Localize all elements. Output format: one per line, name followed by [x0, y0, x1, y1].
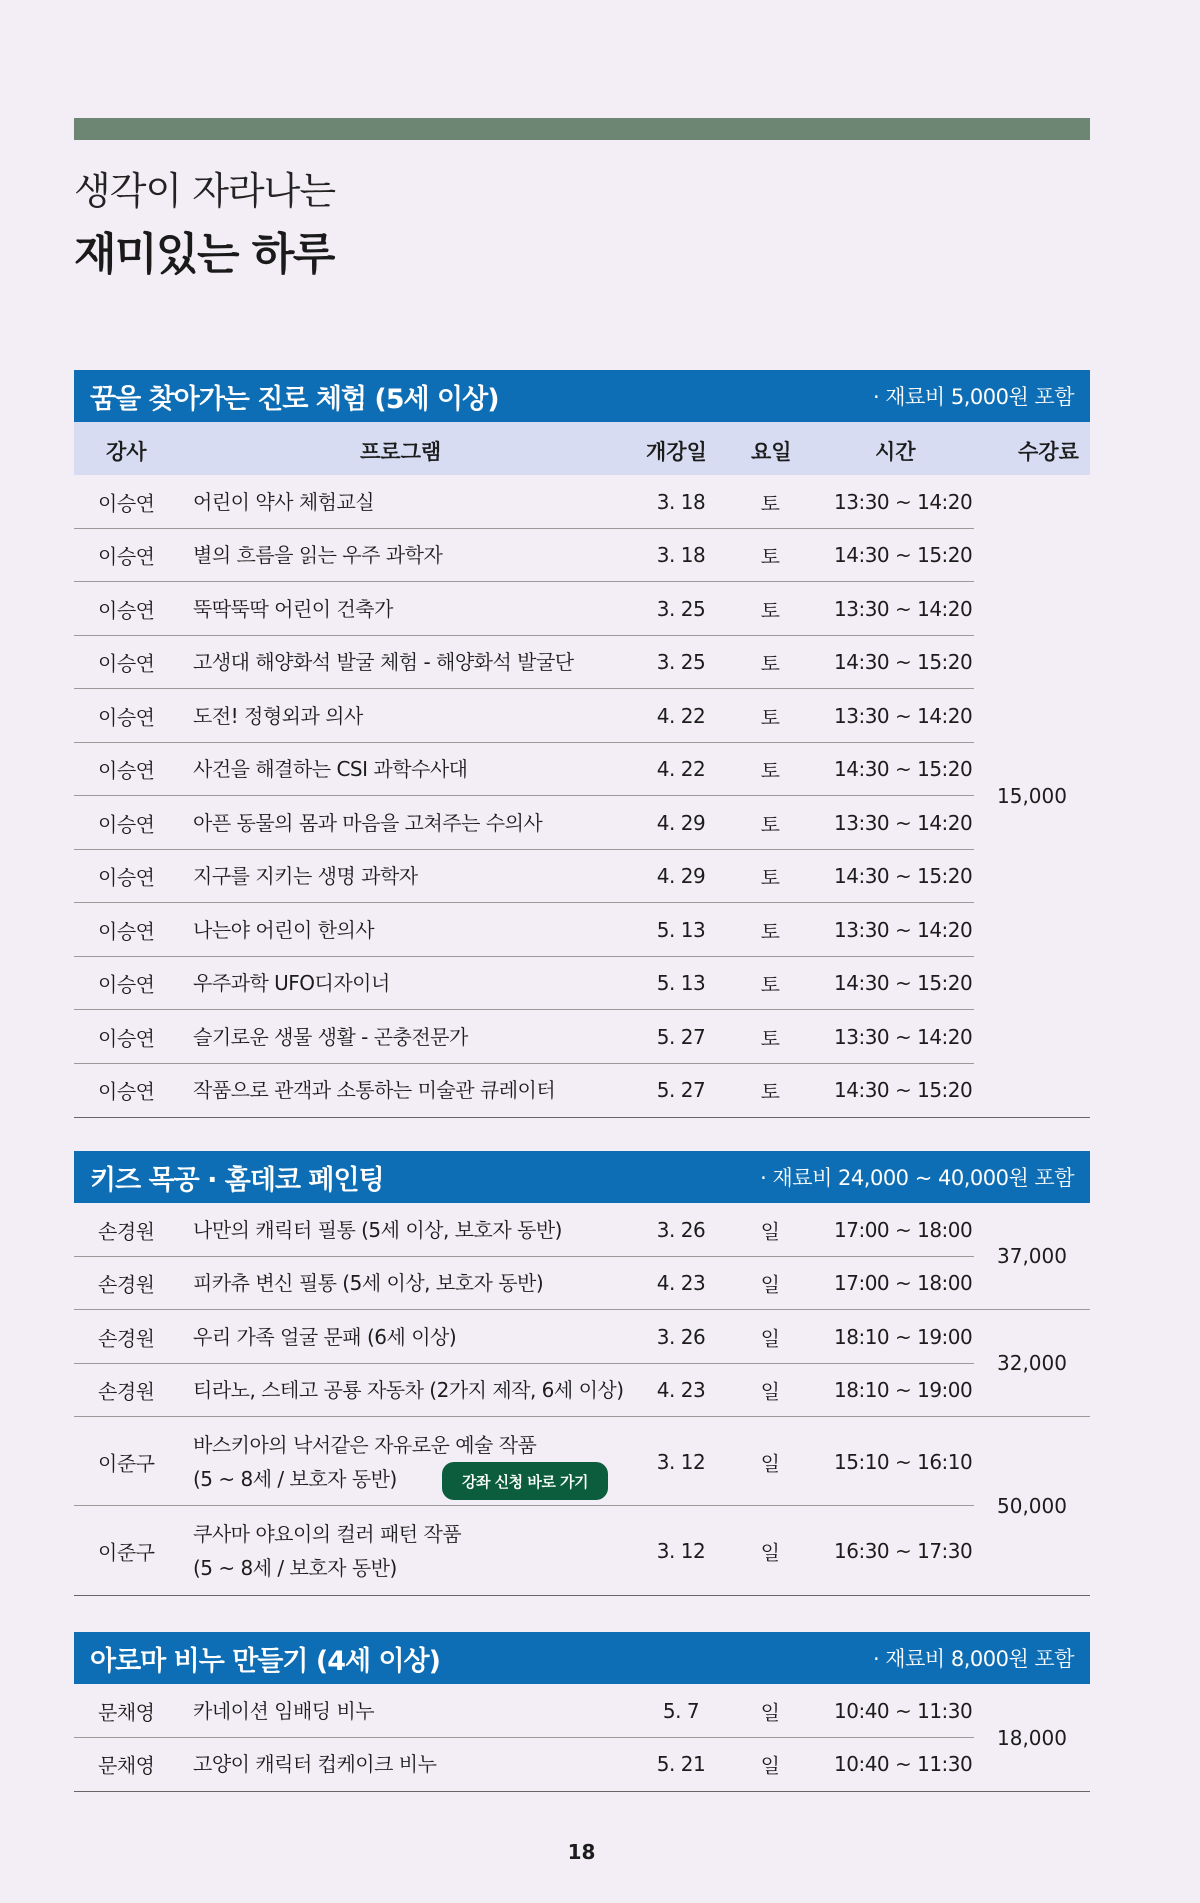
- weekday: 일: [760, 1700, 780, 1725]
- col-start-date: 개강일: [646, 440, 707, 464]
- table-body: [74, 1203, 1090, 1596]
- page-title: 재미있는 하루: [74, 229, 334, 280]
- program-name: [193, 1694, 374, 1728]
- program-line: 작품으로 관객과 소통하는 미술관 큐레이터: [193, 1078, 556, 1103]
- class-time: 13:30 ~ 14:20: [834, 703, 973, 728]
- program-name: [193, 1073, 555, 1107]
- program-name: [193, 1020, 468, 1054]
- program-name: [193, 485, 374, 519]
- instructor-name: 이승연: [98, 919, 155, 944]
- col-time: 시간: [875, 440, 916, 464]
- start-date: 5. 13: [656, 917, 706, 942]
- table-row: [74, 636, 1090, 690]
- program-line: 도전! 정형외과 의사: [193, 703, 363, 728]
- table-row: [74, 1417, 1090, 1506]
- start-date: 3. 26: [656, 1324, 706, 1349]
- fee-cell: 15,000: [997, 784, 1067, 808]
- program-line: 아픈 동물의 몸과 마음을 고쳐주는 수의사: [193, 810, 543, 835]
- weekday: 일: [760, 1540, 780, 1564]
- program-name: [193, 699, 363, 733]
- start-date: 4. 29: [656, 864, 706, 889]
- table-row: [74, 475, 1090, 529]
- weekday: 토: [760, 705, 780, 730]
- table-row: [74, 1506, 1090, 1595]
- section-material-note: · 재료비 8,000원 포함: [872, 1647, 1074, 1671]
- section-title: 꿈을 찾아가는 진로 체험 (5세 이상): [90, 383, 499, 415]
- top-accent-bar: [74, 118, 1090, 140]
- start-date: 4. 29: [656, 810, 706, 835]
- fee-cell: 50,000: [997, 1494, 1067, 1518]
- section-header: [74, 1151, 1090, 1203]
- program-line: 우리 가족 얼굴 문패 (6세 이상): [193, 1324, 457, 1349]
- instructor-name: 손경원: [98, 1219, 155, 1244]
- program-line-2: (5 ~ 8세 / 보호자 동반): [193, 1466, 397, 1491]
- col-instructor: 강사: [106, 440, 147, 464]
- program-line: 지구를 지키는 생명 과학자: [193, 864, 418, 889]
- instructor-name: 이준구: [98, 1451, 155, 1475]
- class-time: 14:30 ~ 15:20: [834, 864, 973, 889]
- program-name: [193, 1747, 436, 1781]
- table-row: [74, 1364, 1090, 1418]
- start-date: 3. 18: [656, 543, 706, 568]
- class-time: 15:10 ~ 16:10: [834, 1449, 973, 1474]
- table-row: [74, 1010, 1090, 1064]
- table-row: [74, 796, 1090, 850]
- class-time: 10:40 ~ 11:30: [834, 1698, 973, 1723]
- apply-course-button[interactable]: 강좌 신청 바로 가기: [442, 1462, 608, 1500]
- section-title: 키즈 목공 · 홈데코 페인팅: [90, 1164, 384, 1196]
- weekday: 토: [760, 758, 780, 783]
- instructor-name: 손경원: [98, 1326, 155, 1351]
- section-career-experience: [74, 370, 1090, 1118]
- table-body: [74, 475, 1090, 1118]
- weekday: 토: [760, 544, 780, 569]
- program-name: [193, 538, 442, 572]
- program-line: 우주과학 UFO디자이너: [193, 971, 390, 996]
- start-date: 3. 18: [656, 489, 706, 514]
- start-date: 4. 23: [656, 1378, 706, 1403]
- weekday: 토: [760, 972, 780, 997]
- col-day: 요일: [751, 440, 792, 464]
- class-time: 18:10 ~ 19:00: [834, 1324, 973, 1349]
- page-subtitle: 생각이 자라나는: [74, 169, 336, 213]
- program-line: 고생대 해양화석 발굴 체험 - 해양화석 발굴단: [193, 650, 574, 675]
- program-name: [193, 592, 393, 626]
- start-date: 5. 21: [656, 1752, 706, 1777]
- instructor-name: 이승연: [98, 598, 155, 623]
- program-name: [193, 752, 467, 786]
- table-row: [74, 529, 1090, 583]
- class-time: 13:30 ~ 14:20: [834, 810, 973, 835]
- col-program: 프로그램: [360, 440, 442, 464]
- section-aroma-soap: [74, 1632, 1090, 1792]
- class-time: 13:30 ~ 14:20: [834, 596, 973, 621]
- table-row: [74, 1684, 1090, 1738]
- start-date: 3. 25: [656, 650, 706, 675]
- program-line: 어린이 약사 체험교실: [193, 489, 375, 514]
- program-name: [193, 1266, 543, 1300]
- class-time: 18:10 ~ 19:00: [834, 1378, 973, 1403]
- weekday: 토: [760, 598, 780, 623]
- class-time: 13:30 ~ 14:20: [834, 917, 973, 942]
- program-line: 카네이션 임배딩 비누: [193, 1698, 375, 1723]
- class-time: 14:30 ~ 15:20: [834, 757, 973, 782]
- instructor-name: 이승연: [98, 1079, 155, 1104]
- instructor-name: 손경원: [98, 1379, 155, 1404]
- weekday: 일: [760, 1219, 780, 1244]
- section-header: [74, 370, 1090, 422]
- instructor-name: 이승연: [98, 705, 155, 730]
- section-header: [74, 1632, 1090, 1684]
- fee-cell: 18,000: [997, 1725, 1067, 1750]
- class-time: 14:30 ~ 15:20: [834, 971, 973, 996]
- program-line: 피카츄 변신 필통 (5세 이상, 보호자 동반): [193, 1271, 544, 1296]
- instructor-name: 이승연: [98, 1026, 155, 1051]
- instructor-name: 손경원: [98, 1272, 155, 1297]
- table-row: [74, 1310, 1090, 1364]
- start-date: 3. 12: [656, 1449, 706, 1474]
- program-line: 나만의 캐릭터 필통 (5세 이상, 보호자 동반): [193, 1217, 562, 1242]
- start-date: 5. 27: [656, 1024, 706, 1049]
- instructor-name: 문채영: [98, 1753, 155, 1778]
- table-row: [74, 1064, 1090, 1118]
- program-name: [193, 1373, 624, 1407]
- instructor-name: 이승연: [98, 972, 155, 997]
- section-title: 아로마 비누 만들기 (4세 이상): [90, 1645, 440, 1677]
- program-name: [193, 1517, 461, 1585]
- table-row: [74, 1203, 1090, 1257]
- table-body: [74, 1684, 1090, 1792]
- table-row: [74, 957, 1090, 1011]
- weekday: 일: [760, 1451, 780, 1475]
- instructor-name: 이승연: [98, 651, 155, 676]
- weekday: 일: [760, 1379, 780, 1404]
- class-time: 17:00 ~ 18:00: [834, 1217, 973, 1242]
- start-date: 4. 22: [656, 757, 706, 782]
- program-line: 나는야 어린이 한의사: [193, 917, 375, 942]
- class-time: 16:30 ~ 17:30: [834, 1538, 973, 1563]
- class-time: 13:30 ~ 14:20: [834, 1024, 973, 1049]
- program-line: 별의 흐름을 읽는 우주 과학자: [193, 543, 443, 568]
- fee-cell: 32,000: [974, 1310, 1090, 1417]
- weekday: 일: [760, 1272, 780, 1297]
- section-material-note: · 재료비 24,000 ~ 40,000원 포함: [760, 1166, 1074, 1190]
- table-row: [74, 689, 1090, 743]
- start-date: 3. 12: [656, 1538, 706, 1563]
- program-line: 쿠사마 야요이의 컬러 패턴 작품: [193, 1521, 462, 1546]
- program-line: 바스키아의 낙서같은 자유로운 예술 작품: [193, 1432, 537, 1457]
- program-line-2: (5 ~ 8세 / 보호자 동반): [193, 1555, 397, 1580]
- instructor-name: 문채영: [98, 1700, 155, 1725]
- program-line: 고양이 캐릭터 컵케이크 비누: [193, 1752, 437, 1777]
- instructor-name: 이승연: [98, 865, 155, 890]
- program-name: [193, 1320, 456, 1354]
- weekday: 토: [760, 491, 780, 516]
- class-time: 14:30 ~ 15:20: [834, 1078, 973, 1103]
- table-row: [74, 903, 1090, 957]
- instructor-name: 이준구: [98, 1540, 155, 1564]
- weekday: 토: [760, 651, 780, 676]
- col-fee: 수강료: [1018, 440, 1079, 464]
- program-line: 슬기로운 생물 생활 - 곤충전문가: [193, 1024, 468, 1049]
- start-date: 3. 25: [656, 596, 706, 621]
- start-date: 5. 7: [662, 1698, 700, 1723]
- program-name: [193, 913, 374, 947]
- weekday: 토: [760, 919, 780, 944]
- program-line: 뚝딱뚝딱 어린이 건축가: [193, 596, 393, 621]
- instructor-name: 이승연: [98, 812, 155, 837]
- program-name: [193, 1213, 562, 1247]
- start-date: 3. 26: [656, 1217, 706, 1242]
- section-material-note: · 재료비 5,000원 포함: [872, 385, 1074, 409]
- start-date: 5. 27: [656, 1078, 706, 1103]
- class-time: 17:00 ~ 18:00: [834, 1271, 973, 1296]
- weekday: 토: [760, 812, 780, 837]
- page-number: 18: [567, 1840, 596, 1864]
- instructor-name: 이승연: [98, 544, 155, 569]
- weekday: 일: [760, 1753, 780, 1778]
- weekday: 토: [760, 865, 780, 890]
- class-time: 14:30 ~ 15:20: [834, 650, 973, 675]
- start-date: 4. 23: [656, 1271, 706, 1296]
- table-row: [74, 1257, 1090, 1311]
- program-name: [193, 859, 418, 893]
- table-row: [74, 850, 1090, 904]
- program-name: [193, 966, 390, 1000]
- instructor-name: 이승연: [98, 491, 155, 516]
- weekday: 토: [760, 1079, 780, 1104]
- program-name: [193, 806, 542, 840]
- table-row: [74, 743, 1090, 797]
- section-kids-woodwork: [74, 1151, 1090, 1596]
- program-line: 티라노, 스테고 공룡 자동차 (2가지 제작, 6세 이상): [193, 1378, 624, 1403]
- start-date: 5. 13: [656, 971, 706, 996]
- table-row: [74, 1738, 1090, 1792]
- fee-cell: 37,000: [974, 1203, 1090, 1310]
- class-time: 10:40 ~ 11:30: [834, 1752, 973, 1777]
- class-time: 14:30 ~ 15:20: [834, 543, 973, 568]
- class-time: 13:30 ~ 14:20: [834, 489, 973, 514]
- column-header-row: [74, 422, 1090, 475]
- instructor-name: 이승연: [98, 758, 155, 783]
- program-name: [193, 645, 574, 679]
- program-line: 사건을 해결하는 CSI 과학수사대: [193, 757, 468, 782]
- table-row: [74, 582, 1090, 636]
- weekday: 일: [760, 1326, 780, 1351]
- weekday: 토: [760, 1026, 780, 1051]
- start-date: 4. 22: [656, 703, 706, 728]
